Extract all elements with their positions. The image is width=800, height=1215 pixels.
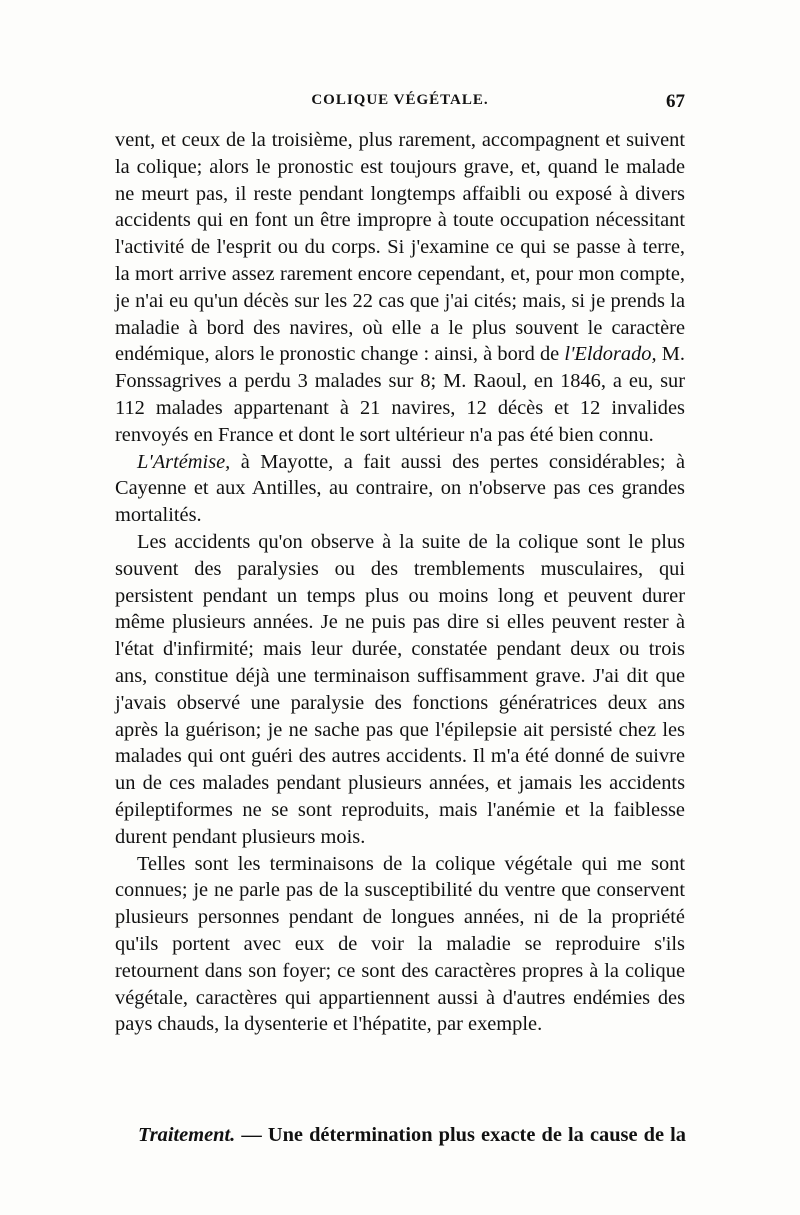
- paragraph-1-text-end: M. Fonssagrives a perdu 3 malades sur 8; M. Raoul, en 1846, a eu, sur 112 malades appartenant à 21 navires, 12 décès et 12 invalides renvoyés en France et dont le sort ultérieur n'a pas été bien connu.: [115, 343, 685, 446]
- paragraph-2-text: à Mayotte, a fait aussi des pertes considérables; à Cayenne et aux Antilles, au contraire, on n'observe pas ces grandes mortalités.: [115, 450, 685, 527]
- ship-name-eldorado: l'Eldorado,: [564, 343, 657, 366]
- running-head: [115, 92, 685, 116]
- paragraph-1-text: vent, et ceux de la troisième, plus rarement, accompagnent et suivent la colique; alors le pronostic est toujours grave, et, quand le malade ne meurt pas, il reste pendant longtemps affaibli ou exposé à divers accidents qui en font un être impropre à toute occupation nécessitant l'activité de l'esprit ou du corps. Si j'examine ce qui se passe à terre, la mort arrive assez rarement encore cependant, et, pour mon compte, je n'ai eu qu'un décès sur les 22 cas que j'ai cités; mais, si je prends la maladie à bord des navires, où elle a le plus souvent le caractère endémique, alors le pronostic change : ainsi, à bord de: [115, 129, 685, 366]
- ship-name-artemise: L'Artémise,: [137, 450, 231, 473]
- section-start-text: Une détermination plus exacte de la cause de la: [267, 1124, 687, 1146]
- section-start-line: [138, 1122, 686, 1149]
- paragraph-1: [115, 127, 685, 449]
- paragraph-2: [115, 449, 685, 529]
- page-number: 67: [666, 91, 685, 112]
- running-title: COLIQUE VÉGÉTALE.: [311, 92, 489, 108]
- paragraph-3: Les accidents qu'on observe à la suite de la colique sont le plus souvent des paralysies ou des tremblements musculaires, qui persistent pendant un temps plus ou moins long et peuvent durer même plusieurs années. Je ne puis pas dire si elles peuvent rester à l'état d'infirmité; mais leur durée, constatée pendant deux ou trois ans, constitue déjà une terminaison suffisamment grave. J'ai dit que j'avais observé une paralysie des fonctions génératrices deux ans après la guérison; je ne sache pas que l'épilepsie ait persisté chez les malades qui ont guéri des autres accidents. Il m'a été donné de suivre un de ces malades pendant plusieurs années, et jamais les accidents épileptiformes ne se sont reproduits, mais l'anémie et la faiblesse durent pendant plusieurs mois.: [115, 530, 685, 848]
- section-heading-traitement: Traitement.: [138, 1124, 236, 1146]
- paragraph-4: Telles sont les terminaisons de la colique végétale qui me sont connues; je ne parle pas de la susceptibilité du ventre que conservent plusieurs personnes pendant de longues années, ni de la propriété qu'ils portent avec eux de voir la maladie se reproduire s'ils retournent dans son foyer; ce sont des caractères propres à la colique végétale, caractères qui appartiennent aussi à d'autres endémies des pays chauds, la dysenterie et l'hépatite, par exemple.: [115, 852, 685, 1036]
- body-text: [115, 127, 685, 1038]
- section-dash: —: [235, 1124, 268, 1146]
